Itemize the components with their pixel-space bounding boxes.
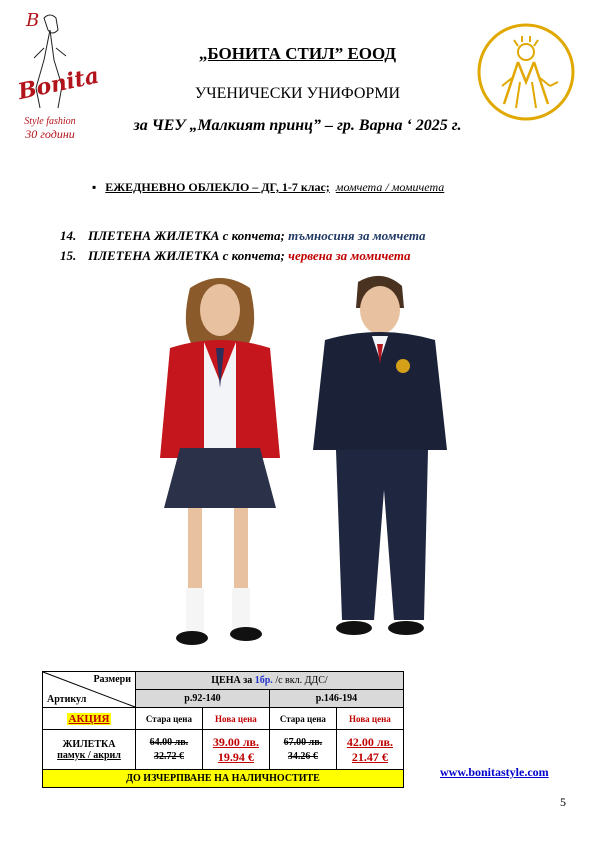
promo-label: АКЦИЯ — [68, 712, 110, 725]
s1-old-bgn: 64.00 лв. — [149, 736, 189, 748]
corner-top-label: Размери — [93, 674, 131, 685]
company-name: „БОНИТА СТИЛ” ЕООД — [198, 44, 397, 63]
s2-old-bgn: 67.00 лв. — [283, 736, 323, 748]
document-subtitle: УЧЕНИЧЕСКИ УНИФОРМИ — [194, 85, 401, 102]
old-price-label: Стара цена — [136, 708, 203, 730]
s2-new-price — [336, 730, 403, 770]
price-header-b: /с вкл. ДДС/ — [275, 675, 328, 686]
s1-old-price — [136, 730, 203, 770]
corner-bottom-label: Артикул — [47, 694, 87, 705]
new-price-label: Нова цена — [202, 708, 269, 730]
price-header-qty: 1бр. — [254, 675, 273, 686]
s2-new-eur: 21.47 € — [351, 749, 388, 764]
boy-figure — [313, 276, 447, 635]
item-14 — [60, 228, 426, 244]
price-header — [136, 672, 404, 690]
item-15 — [60, 248, 411, 264]
product-photo — [150, 268, 450, 668]
item-number: 14. — [60, 228, 77, 243]
bullet-category — [92, 180, 444, 195]
bullet-text: ЕЖЕДНЕВНО ОБЛЕКЛО – ДГ, 1-7 клас; — [105, 180, 330, 194]
page-number: 5 — [560, 795, 566, 809]
price-table — [42, 671, 404, 788]
bullet-marker: ▪ — [92, 180, 106, 194]
logo-years: 30 години — [25, 127, 75, 141]
s1-new-price — [202, 730, 269, 770]
s1-old-eur: 32.72 € — [153, 750, 184, 762]
s1-new-eur: 19.94 € — [217, 749, 254, 764]
promo-cell — [43, 708, 136, 730]
item-number: 15. — [60, 248, 77, 263]
item-text: ПЛЕТЕНА ЖИЛЕТКА с копчета; — [88, 248, 285, 263]
article-name: ЖИЛЕТКА — [62, 738, 116, 750]
new-price-label: Нова цена — [336, 708, 403, 730]
size-range-1: р.92-140 — [136, 690, 270, 708]
s2-new-bgn: 42.00 лв. — [346, 734, 394, 749]
item-text: ПЛЕТЕНА ЖИЛЕТКА с копчета; — [88, 228, 285, 243]
price-header-a: ЦЕНА за — [211, 675, 253, 686]
svg-text:B: B — [26, 10, 40, 31]
school-line: за ЧЕУ „Малкият принц” – гр. Варна ‘ 2025 г. — [133, 117, 462, 134]
logo-tagline: Style fashion — [24, 116, 76, 127]
s2-old-eur: 34.26 € — [287, 750, 318, 762]
svg-text:Bonita: Bonita — [15, 62, 102, 106]
table-corner-cell — [43, 672, 136, 708]
item-color-text: червена за момичета — [288, 248, 411, 263]
article-material: памук / акрил — [57, 749, 121, 761]
little-prince-logo-icon — [476, 22, 576, 122]
s1-new-bgn: 39.00 лв. — [212, 734, 260, 749]
old-price-label: Стара цена — [269, 708, 336, 730]
bullet-suffix: момчета / момичета — [335, 180, 445, 194]
size-range-2: р.146-194 — [269, 690, 403, 708]
item-color-text: тъмносиня за момчета — [288, 228, 426, 243]
website-link[interactable]: www.bonitastyle.com — [440, 765, 549, 779]
s2-old-price — [269, 730, 336, 770]
stock-notice: ДО ИЗЧЕРПВАНЕ НА НАЛИЧНОСТИТЕ — [43, 770, 404, 788]
girl-figure — [160, 278, 280, 645]
article-cell — [43, 730, 136, 770]
